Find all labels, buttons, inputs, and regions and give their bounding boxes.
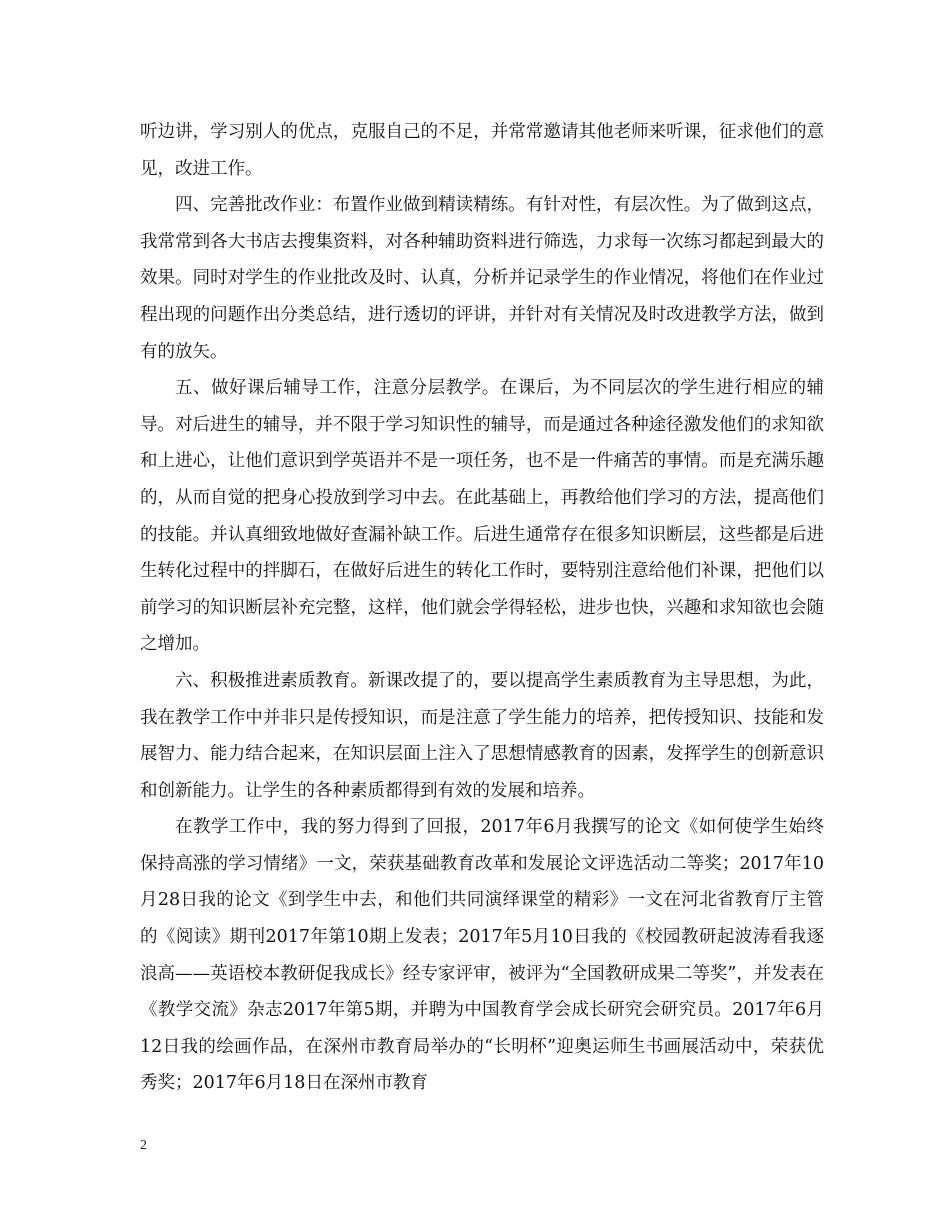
paragraph-homework: 四、完善批改作业：布置作业做到精读精练。有针对性，有层次性。为了做到这点，我常常到各大书店去搜集资料，对各种辅助资料进行筛选，力求每一次练习都起到最大的效果。同时对学生的作业批改及时、认真，分析并记录学生的作业情况，将他们在作业过程出现的问题作出分类总结，进行透切的评讲，并针对有关情况及时改进教学方法，做到有的放矢。 (140, 195, 824, 362)
paragraph-tutoring: 五、做好课后辅导工作，注意分层教学。在课后，为不同层次的学生进行相应的辅导。对后进生的辅导，并不限于学习知识性的辅导，而是通过各种途径激发他们的求知欲和上进心，让他们意识到学英语并不是一项任务，也不是一件痛苦的事情。而是充满乐趣的，从而自觉的把身心投放到学习中去。在此基础上，再教给他们学习的方法，提高他们的技能。并认真细致地做好查漏补缺工作。后进生通常存在很多知识断层，这些都是后进生转化过程中的拌脚石，在做好后进生的转化工作时，要特别注意给他们补课，把他们以前学习的知识断层补充完整，这样，他们就会学得轻松，进步也快，兴趣和求知欲也会随之增加。 (140, 378, 824, 655)
document-body (140, 114, 824, 1102)
paragraph-continued: 听边讲，学习别人的优点，克服自己的不足，并常常邀请其他老师来听课，征求他们的意见，改进工作。 (140, 122, 824, 179)
paragraph-achievements: 在教学工作中，我的努力得到了回报，2017年6月我撰写的论文《如何使学生始终保持高涨的学习情绪》一文，荣获基础教育改革和发展论文评选活动二等奖；2017年10月28日我的论文《到学生中去，和他们共同演绎课堂的精彩》一文在河北省教育厅主管的《阅读》期刊2017年第10期上发表；2017年5月10日我的《校园教研起波涛看我逐浪高——英语校本教研促我成长》经专家评审，被评为“全国教研成果二等奖”，并发表在《教学交流》杂志2017年第5期，并聘为中国教育学会成长研究会研究员。2017年6月12日我的绘画作品，在深州市教育局举办的“长明杯”迎奥运师生书画展活动中，荣获优秀奖；2017年6月18日在深州市教育 (140, 817, 824, 1094)
paragraph-quality-education: 六、积极推进素质教育。新课改提了的，要以提高学生素质教育为主导思想，为此，我在教学工作中并非只是传授知识，而是注意了学生能力的培养，把传授知识、技能和发展智力、能力结合起来，在知识层面上注入了思想情感教育的因素，发挥学生的创新意识和创新能力。让学生的各种素质都得到有效的发展和培养。 (140, 670, 824, 801)
page-number: 2 (140, 1138, 147, 1153)
